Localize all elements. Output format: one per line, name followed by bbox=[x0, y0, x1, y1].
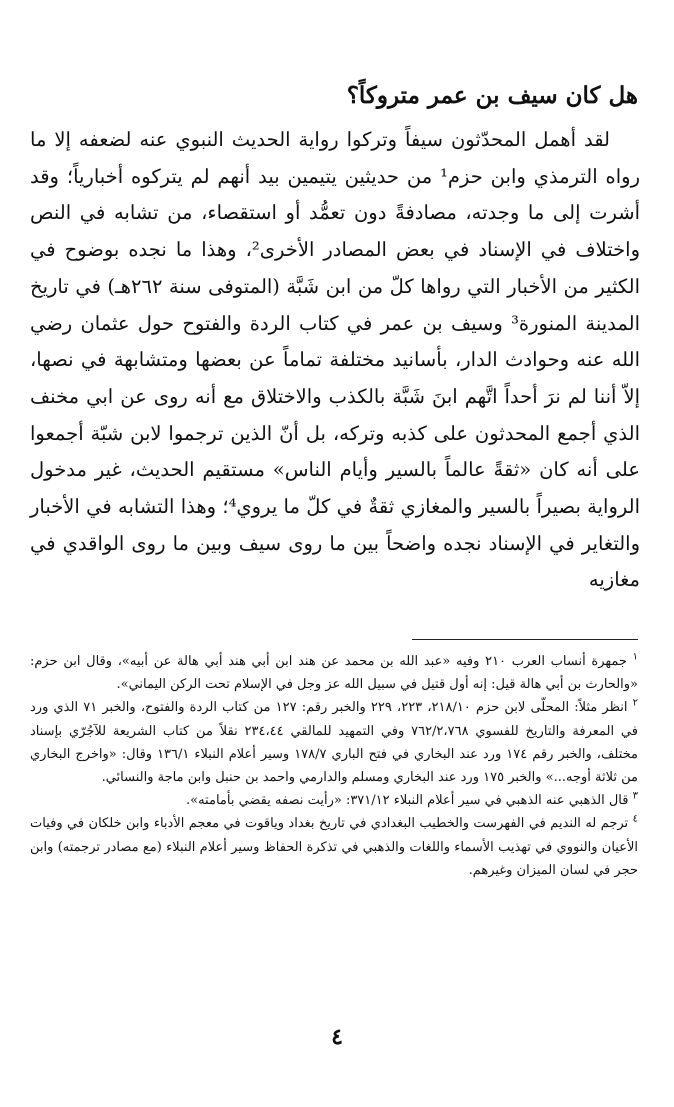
footnote-text: ترجم له النديم في الفهرست والخطيب البغدادي في تاريخ بغداد وياقوت في معجم الأدباء وابن خلكان في وفيات الأعيان والنووي في تهذيب الأسماء واللغات والذهبي في تذكرة الحفاظ وسير أعلام النبلاء (مع مصادر ترجمته) وابن حجر في لسان الميزان وغيرهم. bbox=[30, 816, 638, 878]
page-number: ٤ bbox=[331, 1024, 343, 1050]
footnote-text: جمهرة أنساب العرب ٢١٠ وفيه «عبد الله بن محمد عن هند ابن أبي هند أبي هالة عن أبيه»، وقال ابن حزم: «والحارث بن أبي هالة قيل: إنه أول قتيل في سبيل الله عز وجل في الإسلام تحت الركن اليماني». bbox=[30, 654, 638, 693]
footnote-4 bbox=[30, 812, 638, 882]
footnotes bbox=[30, 650, 638, 882]
footnote-text: انظر مثلاً: المحلّى لابن حزم ٢١٨/١٠، ٢٢٣، ٢٢٩ والخبر رقم: ١٢٧ من كتاب الردة والفتوح، والخبر ٧١ الذي ورد في المعرفة والتاريخ للفسوي ٧٦٢/٢،٧٦٨ وفي التمهيد للمالقي ٢٣٤،٤٤ نقلاً من كتاب الشريعة للآجُرّي بإسناد مختلف، والخبر رقم ١٧٤ ورد عند البخاري في فتح الباري ١٧٨/٧ وسير أعلام النبلاء ١٣٦/١ وقال: «واخرج البخاري من ثلاثة أوجه...» والخبر ١٧٥ ورد عند البخاري ومسلم والدارمي واحمد بن حنبل وابن ماجة والنسائي. bbox=[30, 700, 638, 786]
section-heading: هل كان سيف بن عمر متروكاً؟ bbox=[346, 82, 638, 109]
footnote-number: ٢ bbox=[632, 698, 639, 710]
footnote-3 bbox=[30, 789, 638, 812]
body-text bbox=[30, 122, 640, 599]
footnote-2 bbox=[30, 696, 638, 789]
footnote-number: ١ bbox=[632, 651, 639, 663]
footnote-number: ٣ bbox=[632, 790, 638, 802]
footnote-divider bbox=[412, 639, 638, 640]
body-paragraph: لقد أهمل المحدّثون سيفاً وتركوا رواية الحديث النبوي عنه لضعفه إلا ما رواه الترمذي وابن حزم¹ من حديثين يتيمين بيد أنهم لم يتركوه أخبارياً؛ وقد أشرت إلى ما وجدته، مصادفةً دون تعمُّد أو استقصاء، من تشابه في النص واختلاف في الإسناد في بعض المصادر الأخرى²، وهذا ما نجده بوضوح في الكثير من الأخبار التي رواها كلّ من ابن شَبَّة (المتوفى سنة ٢٦٢هـ) في تاريخ المدينة المنورة³ وسيف بن عمر في كتاب الردة والفتوح حول عثمان رضي الله عنه وحوادث الدار، بأسانيد مختلفة تماماً عن بعضها ومتشابهة في نصها، إلاّ أننا لم نرَ أحداً اتَّهم ابنَ شَبَّة بالكذب والاختلاق مع أنه روى عن ابي مخنف الذي أجمع المحدثون على كذبه وتركه، بل أنّ الذين ترجموا لابن شبّة أجمعوا على أنه كان «ثقةً عالماً بالسير وأيام الناس» مستقيم الحديث، غير مدخول الرواية بصيراً بالسير والمغازي ثقةٌ في كلّ ما يروي⁴؛ وهذا التشابه في الأخبار والتغاير في الإسناد نجده واضحاً بين ما روى سيف وبين ما روى الواقدي في مغازيه bbox=[30, 128, 640, 592]
footnote-number: ٤ bbox=[632, 814, 638, 826]
footnote-1 bbox=[30, 650, 638, 696]
footnote-text: قال الذهبي عنه الذهبي في سير أعلام النبلاء ٣٧١/١٢: «رأيت نصفه يقضي بأمامته». bbox=[186, 793, 629, 809]
